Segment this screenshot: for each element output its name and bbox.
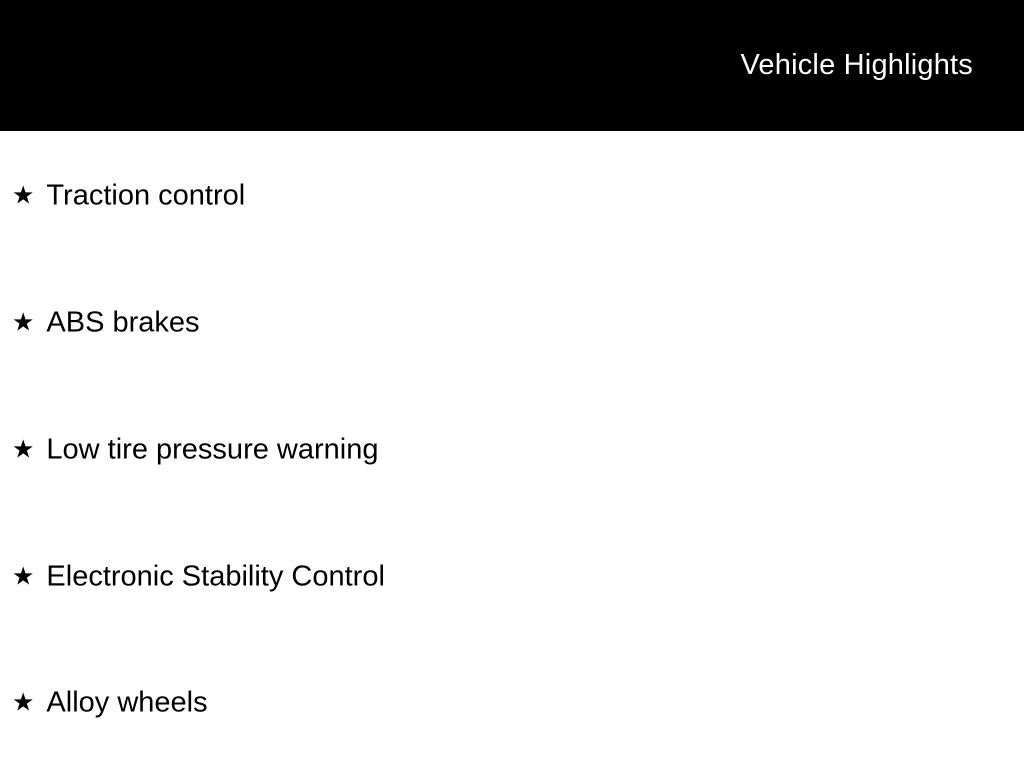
list-item — [12, 433, 379, 466]
list-item — [12, 179, 246, 212]
star-icon: ★ — [12, 181, 35, 210]
list-item — [12, 560, 385, 593]
item-label: Low tire pressure warning — [46, 433, 379, 466]
item-label: Alloy wheels — [46, 686, 208, 719]
star-icon: ★ — [12, 435, 35, 464]
star-icon: ★ — [12, 562, 35, 591]
header-bar — [0, 0, 1024, 131]
page-title: Vehicle Highlights — [740, 49, 973, 81]
item-label: Traction control — [46, 179, 246, 212]
list-item — [12, 306, 200, 339]
item-label: Electronic Stability Control — [46, 560, 385, 593]
list-item — [12, 686, 208, 719]
item-label: ABS brakes — [46, 306, 200, 339]
star-icon: ★ — [12, 308, 35, 337]
star-icon: ★ — [12, 688, 35, 717]
highlights-list — [0, 131, 1024, 768]
